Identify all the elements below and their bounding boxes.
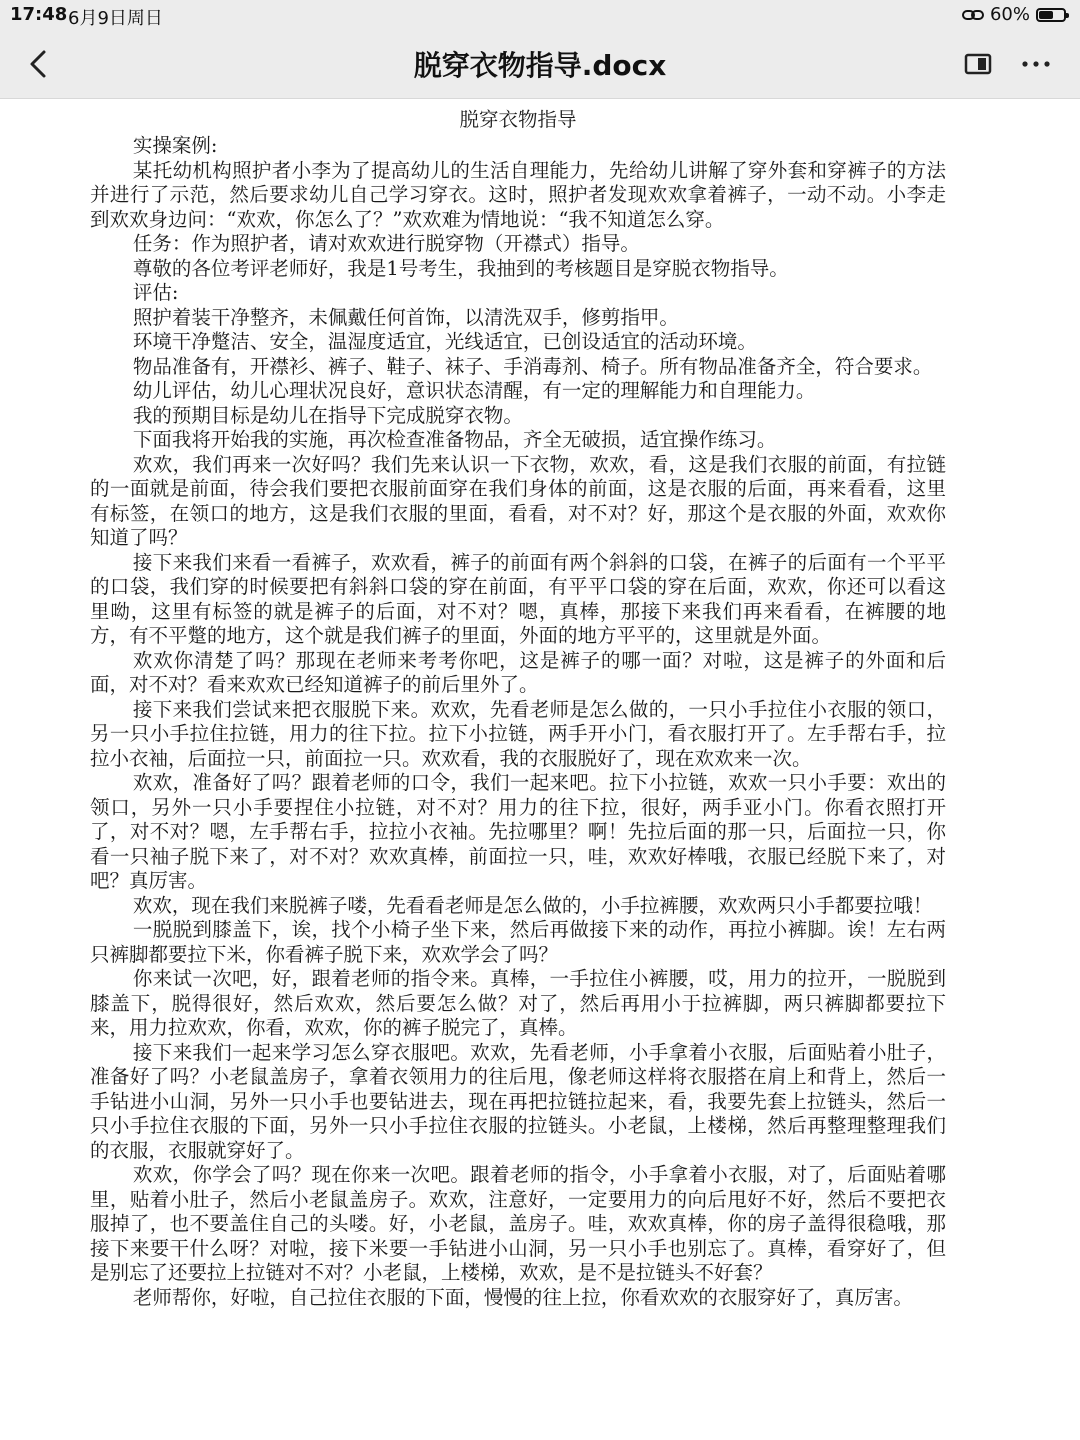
status-bar (0, 0, 1080, 30)
document-paragraph: 欢欢，准备好了吗？跟着老师的口令，我们一起来吧。拉下小拉链，欢欢一只小手要：欢出的领口，另外一只小手要捏住小拉链，对不对？用力的往下拉，很好，两手亚小门。你看衣照打开了，对不对？嗯，左手帮右手，拉拉小衣袖。先拉哪里？啊！先拉后面的那一只，后面拉一只，你看一只袖子脱下来了，对不对？欢欢真棒，前面拉一只，哇，欢欢好棒哦，衣服已经脱下来了，对吧？真厉害。 (90, 771, 946, 892)
document-paragraph: 下面我将开始我的实施，再次检查准备物品，齐全无破损，适宜操作练习。 (132, 428, 777, 451)
battery-percent: 60% (989, 4, 1030, 25)
document-paragraph: 物品准备有，开襟衫、裤子、鞋子、袜子、手消毒剂、椅子。所有物品准备齐全，符合要求。 (132, 354, 933, 378)
document-paragraph: 欢欢，你学会了吗？现在你来一次吧。跟着老师的指令，小手拿着小衣服，对了，后面贴着哪里，贴着小肚子，然后小老鼠盖房子。欢欢，注意好，一定要用力的向后甩好不好，然后不要把衣服掉了，也不要盖住自己的头喽。好，小老鼠，盖房子。哇，欢欢真棒，你的房子盖得很稳哦，那接下来要干什么呀？对啦，接下米要一手钻进小山洞，另一只小手也别忘了。真棒，看穿好了，但是别忘了还要拉上拉链对不对？小老鼠，上楼梯，欢欢，是不是拉链头不好套？ (90, 1163, 946, 1284)
document-title: 脱穿衣物指导.docx (413, 49, 667, 82)
document-paragraph: 接下来我们来看一看裤子，欢欢看，裤子的前面有两个斜斜的口袋，在裤子的后面有一个平平的口袋，我们穿的时候要把有斜斜口袋的穿在前面，有平平口袋的穿在后面，欢欢，你还可以看这里呦，这里有标签的就是裤子的后面，对不对？嗯，真棒，那接下来我们再来看看，在裤腰的地方，有不平蹩的地方，这个就是我们裤子的里面，外面的地方平平的，这里就是外面。 (90, 550, 946, 647)
document-paragraph: 一脱脱到膝盖下，诶，找个小椅子坐下来，然后再做接下来的动作，再拉小裤脚。诶！左右两只裤脚都要拉下米，你看裤子脱下来，欢欢学会了吗？ (90, 918, 946, 966)
document-paragraph: 你来试一次吧，好，跟着老师的指令来。真棒，一手拉住小裤腰，哎，用力的拉开，一脱脱到膝盖下，脱得很好，然后欢欢，然后要怎么做？对了，然后再用小于拉裤脚，两只裤脚都要拉下来，用力拉欢欢，你看，欢欢，你的裤子脱完了，真棒。 (90, 967, 946, 1039)
document-paragraph: 接下来我们尝试来把衣服脱下来。欢欢，先看老师是怎么做的，一只小手拉住小衣服的领口，另一只小手拉住拉链，用力的往下拉。拉下小拉链，两手开小门，看衣服打开了。左手帮右手，拉拉小衣袖，后面拉一只，前面拉一只。欢欢看，我的衣服脱好了，现在欢欢来一次。 (90, 697, 946, 770)
document-paragraph: 某托幼机构照护者小李为了提高幼儿的生活自理能力，先给幼儿讲解了穿外套和穿裤子的方法并进行了示范，然后要求幼儿自己学习穿衣。这时，照护者发现欢欢拿着裤子，一动不动。小李走到欢欢身边问：“欢欢，你怎么了？”欢欢难为情地说：“我不知道怎么穿。 (90, 158, 946, 231)
document-paragraph: 尊敬的各位考评老师好，我是1号考生，我抽到的考核题目是穿脱衣物指导。 (132, 256, 789, 280)
document-paragraph: 幼儿评估，幼儿心理状况良好，意识状态清醒，有一定的理解能力和自理能力。 (132, 379, 816, 402)
nav-bar (0, 30, 1080, 99)
link-icon (962, 8, 984, 22)
document-paragraph: 接下来我们一起来学习怎么穿衣服吧。欢欢，先看老师，小手拿着小衣服，后面贴着小肚子，准备好了吗？小老鼠盖房子，拿着衣领用力的往后甩，像老师这样将衣服搭在肩上和背上，然后一手钻进小山洞，另外一只小手也要钻进去，现在再把拉链拉起来，看，我要先套上拉链头，然后一只小手拉住衣服的下面，另外一只小手拉住衣服的拉链头。小老鼠，上楼梯，然后再整理整理我们的衣服，衣服就穿好了。 (90, 1040, 946, 1162)
battery-level-fill (1039, 11, 1053, 19)
document-heading: 脱穿衣物指导 (459, 108, 577, 131)
reader-mode-icon (960, 48, 996, 80)
status-right (962, 4, 1066, 25)
document-paragraph: 老师帮你，好啦，自己拉住衣服的下面，慢慢的往上拉，你看欢欢的衣服穿好了，真厉害。 (132, 1285, 913, 1309)
document-paragraph: 环境干净蹩洁、安全，温湿度适宜，光线适宜，已创设适宜的活动环境。 (132, 330, 757, 353)
battery-icon (1036, 8, 1066, 22)
document-paragraph: 评估: (132, 281, 179, 304)
document-paragraph: 欢欢，我们再来一次好吗？我们先来认识一下衣物，欢欢，看，这是我们衣服的前面，有拉链的一面就是前面，待会我们要把衣服前面穿在我们身体的前面，这是衣服的后面，再来看看，这里有标签，在领口的地方，这是我们衣服的里面，看看，对不对？好，那这个是衣服的外面，欢欢你知道了吗？ (90, 452, 946, 549)
paragraph-list (90, 134, 946, 1310)
more-options-button[interactable] (1014, 48, 1058, 80)
document-paragraph: 实操案例: (132, 134, 218, 157)
document-paragraph: 欢欢，现在我们来脱裤子喽，先看看老师是怎么做的，小手拉裤腰，欢欢两只小手都要拉哦！ (132, 893, 933, 917)
ellipsis-icon (1014, 48, 1058, 80)
document-paragraph: 任务：作为照护者，请对欢欢进行脱穿物（开襟式）指导。 (132, 232, 640, 255)
document-paragraph: 欢欢你清楚了吗？那现在老师来考考你吧，这是裤子的哪一面？对啦，这是裤子的外面和后面，对不对？看来欢欢已经知道裤子的前后里外了。 (90, 648, 946, 696)
reader-mode-button[interactable] (960, 48, 996, 80)
document-paragraph: 我的预期目标是幼儿在指导下完成脱穿衣物。 (132, 403, 523, 427)
status-time: 17:48 (10, 4, 68, 25)
status-date: 6月9日周日 (68, 8, 163, 29)
document-body[interactable] (90, 106, 946, 1440)
document-paragraph: 照护着装干净整齐，未佩戴任何首饰，以清洗双手，修剪指甲。 (132, 305, 679, 329)
